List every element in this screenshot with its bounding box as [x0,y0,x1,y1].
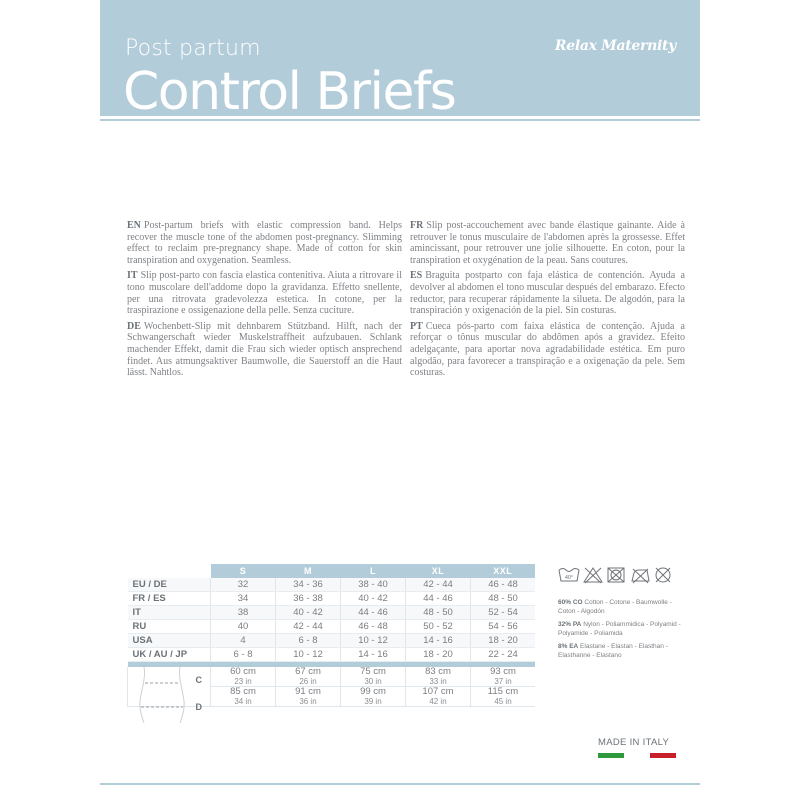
description-it: IT Slip post-parto con fascia elastica contenitiva. Aiuta a ritrovare il tono muscolare dell'addome dopo la gravidanza. Effetto snellente, per una ritrovata gradevolezza estetica. In cotone, per la traspirazione e ossigenazione della pelle. Senza cuciture. [127,270,402,317]
product-sheet [100,0,700,800]
table-row: USA 4 6 - 8 10 - 12 14 - 16 18 - 20 [128,634,536,648]
description-column-left [127,220,402,383]
description-column-right [410,220,685,383]
table-row: UK / AU / JP 6 - 8 10 - 12 14 - 16 18 - 20 22 - 24 [128,648,536,662]
size-header: S [211,564,276,578]
care-symbols [558,566,673,584]
size-table [127,564,535,712]
body-silhouette-icon [134,667,204,723]
size-header-row [128,564,536,578]
size-header: XXL [471,564,536,578]
flag-green-stripe [598,753,624,758]
brand-logo: Relax Maternity [554,38,676,54]
flag-red-stripe [650,753,676,758]
footer-divider [100,783,700,785]
composition-item: 60% CO Cotton - Cotone - Baumwolle - Coton - Algodón [558,599,672,615]
measurement-row-d: 85 cm 34 in 91 cm 36 in 99 cm 39 in 107 cm 42 in 115 cm 45 in [128,687,536,707]
no-bleach-icon [584,568,602,583]
body-figure [128,667,211,712]
table-row: IT 38 40 - 42 44 - 46 48 - 50 52 - 54 [128,606,536,620]
product-subtitle: Post partum [125,36,261,61]
size-header: L [341,564,406,578]
no-tumble-dry-icon [608,568,624,582]
size-header: M [276,564,341,578]
made-in-label: MADE IN ITALY [598,737,670,748]
header-banner [100,0,700,116]
svg-text:40°: 40° [564,575,574,581]
fabric-composition [558,598,683,664]
composition-item: 32% PA Nylon - Poliammidica - Polyamid - Polyamide - Poliamida [558,621,681,637]
wash-40-icon [559,569,579,582]
description-de: DE Wochenbett-Slip mit dehnbarem Stützband. Hilft, nach der Schwangerschaft wieder Muskelstraffheit aufzubauen. Schlank machender Effekt, damit die Frau sich wieder optisch ansprechend findet. Aus atmungsaktiver Baumwolle, die Sauerstoff an die Haut lässt. Nahtlos. [127,320,402,379]
measure-label-d: D [195,702,202,712]
measure-label-c: C [195,675,202,685]
measurement-row-c: C D 60 cm 23 in 67 cm 26 in 75 cm 30 in 83 cm 33 in 93 cm 37 in [128,667,536,687]
table-row: RU 40 42 - 44 46 - 48 50 - 52 54 - 56 [128,620,536,634]
description-fr: FR Slip post-accouchement avec bande élastique gainante. Aide à retrouver le tonus musculaire de l'abdomen après la grossesse. Effet amincissant, pour retrouver une jolie silhouette. En coton, pour la transpiration et oxygénation de la peau. Sans coutures. [410,220,685,266]
table-row: EU / DE 32 34 - 36 38 - 40 42 - 44 46 - 48 [128,578,536,592]
header-divider [100,119,700,121]
product-title: Control Briefs [123,62,456,116]
size-header: XL [406,564,471,578]
composition-item: 8% EA Elastane - Elastan - Elasthan - Elasthanne - Elastano [558,643,668,659]
description-en: EN Post-partum briefs with elastic compression band. Helps recover the muscle tone of the abdomen post-pregnancy. Slimming effect to reclaim pre-pregnancy shape. Made of cotton for skin transpiration and oxygenation. Seamless. [127,220,402,266]
no-iron-icon [632,569,649,583]
description-pt: PT Cueca pós-parto com faixa elástica de contenção. Ajuda a reforçar o tônus muscular do abdômen após a gravidez. Efeito adelgaçante, para aportar nova agradabilidade estética. Em puro algodão, para favorecer a transpiração e a oxigenação da pele. Sem costuras. [410,320,685,379]
description-es: ES Braguita postparto con faja elástica de contención. Ayuda a devolver al abdomen el tono muscular después del embarazo. Efecto reductor, para recuperar rápidamente la silueta. De algodón, para la transpiración y oxigenación de la piel. Sin costuras. [410,270,685,317]
no-dry-clean-icon [656,568,670,582]
table-row: FR / ES 34 36 - 38 40 - 42 44 - 46 48 - 50 [128,592,536,606]
